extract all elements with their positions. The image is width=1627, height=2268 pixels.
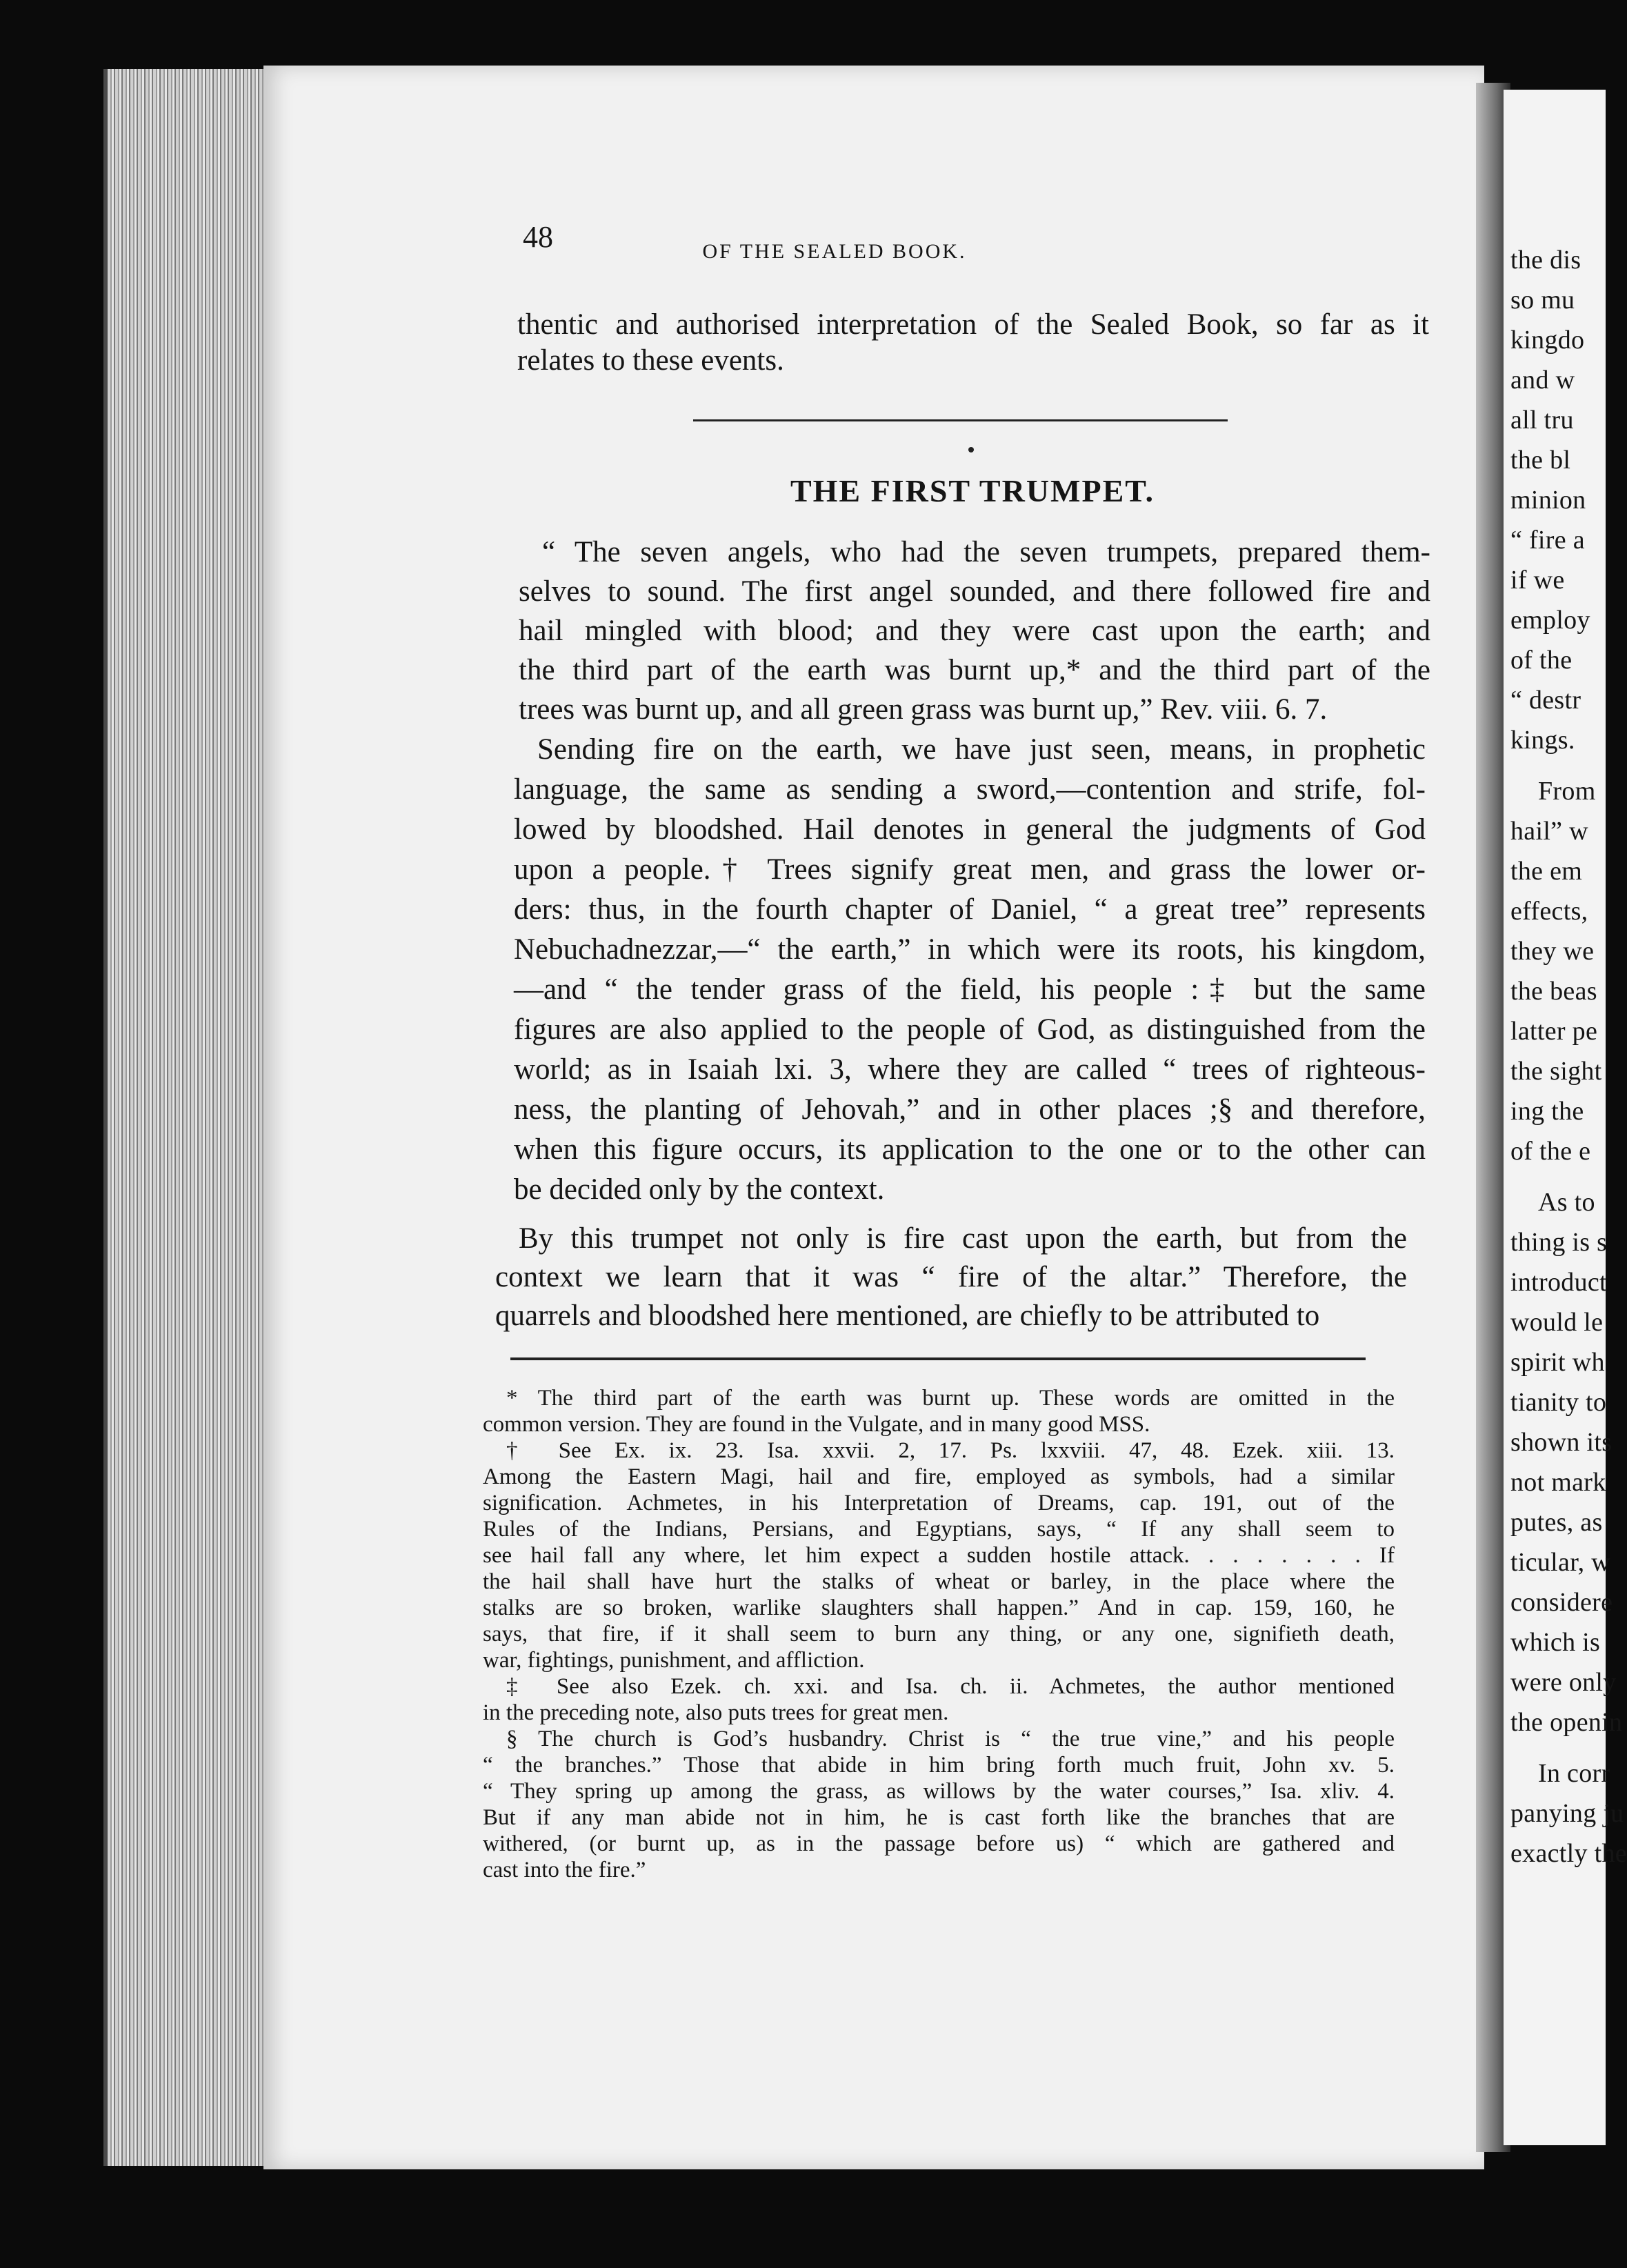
facing-page-line: exactly the [1510,1839,1627,1868]
text-line: upon a people.† Trees signify great men, and grass the lower or- [514,853,1426,886]
facing-page-line: From [1538,777,1596,806]
facing-page-line: of the e [1510,1137,1591,1166]
facing-page-line: the beas [1510,977,1597,1006]
facing-page-line: putes, as [1510,1508,1603,1537]
text-line: hail mingled with blood; and they were cast upon the earth; and [519,615,1430,647]
facing-page-line: “ fire a [1510,526,1585,555]
text-line: selves to sound. The first angel sounded, and there followed fire and [519,575,1430,608]
text-line: lowed by bloodshed. Hail denotes in general the judgments of God [514,813,1426,846]
facing-page-line: all tru [1510,406,1574,435]
facing-page-line: tianity to [1510,1388,1607,1417]
text-line: quarrels and bloodshed here mentioned, are chiefly to be attributed to [495,1300,1320,1332]
footnote-line: cast into the fire.” [483,1858,646,1882]
facing-page-line: the dis [1510,246,1581,275]
facing-page-line: effects, [1510,897,1588,926]
section-divider [693,419,1228,421]
footnote-line: in the preceding note, also puts trees for great men. [483,1700,949,1725]
text-line: be decided only by the context. [514,1173,885,1206]
facing-page-line: not mark [1510,1468,1606,1497]
facing-page-line: latter pe [1510,1017,1598,1046]
footnote-line: the hail shall have hurt the stalks of wheat or barley, in the place where the [483,1569,1395,1594]
text-line: ders: thus, in the fourth chapter of Daniel, “ a great tree” represents [514,893,1426,926]
footnote-line: Rules of the Indians, Persians, and Egyptians, says, “ If any shall seem to [483,1517,1395,1542]
facing-page-line: introduct [1510,1268,1607,1297]
footnote-line: “ They spring up among the grass, as willows by the water courses,” Isa. xliv. 4. [483,1779,1395,1804]
footnote-line: But if any man abide not in him, he is cast forth like the branches that are [483,1805,1395,1830]
facing-page-line: ing the [1510,1097,1584,1126]
footnote-divider [510,1357,1366,1360]
facing-page-line: In corr [1538,1759,1610,1788]
text-line: language, the same as sending a sword,—contention and strife, fol- [514,773,1426,806]
text-line: the third part of the earth was burnt up,* and the third part of the [519,654,1430,686]
text-line: thentic and authorised interpretation of the Sealed Book, so far as it [517,308,1429,341]
text-line: “ The seven angels, who had the seven trumpets, prepared them- [542,536,1430,568]
page-edge [103,69,268,2166]
footnote-line: war, fightings, punishment, and affliction. [483,1648,865,1673]
footnote-line: common version. They are found in the Vulgate, and in many good MSS. [483,1412,1150,1437]
text-line: trees was burnt up, and all green grass was burnt up,” Rev. viii. 6. 7. [519,693,1328,726]
footnote-line: withered, (or burnt up, as in the passage before us) “ which are gathered and [483,1831,1395,1856]
footnote-line: “ the branches.” Those that abide in him bring forth much fruit, John xv. 5. [483,1753,1395,1778]
text-line: —and “ the tender grass of the field, his people :‡ but the same [514,973,1426,1006]
facing-page-line: kings. [1510,726,1575,755]
page-number: 48 [523,220,553,254]
facing-page-line: shown its [1510,1428,1613,1457]
text-line: when this figure occurs, its application to the one or to the other can [514,1133,1426,1166]
facing-page-line: employ [1510,606,1590,635]
facing-page-line: the sight [1510,1057,1602,1086]
facing-page-line: would le [1510,1308,1604,1337]
facing-page-line: and w [1510,366,1575,395]
facing-page-line: minion [1510,486,1586,515]
footnote-line: Among the Eastern Magi, hail and fire, employed as symbols, had a similar [483,1464,1395,1489]
footnote-line: see hail fall any where, let him expect a sudden hostile attack. . . . . . . . If [483,1543,1395,1568]
text-line: By this trumpet not only is fire cast upon the earth, but from the [519,1222,1407,1255]
facing-page-line: As to [1538,1188,1595,1217]
facing-page [1504,90,1627,2145]
facing-page-line: the bl [1510,446,1571,475]
facing-page-line: the openin [1510,1708,1623,1737]
text-line: Nebuchadnezzar,—“ the earth,” in which were its roots, his kingdom, [514,933,1426,966]
facing-page-line: panying ju [1510,1799,1624,1828]
footnote-line: § The church is God’s husbandry. Christ is “ the true vine,” and his people [506,1727,1395,1751]
facing-page-line: which is [1510,1628,1601,1657]
section-heading: THE FIRST TRUMPET. [790,473,1155,508]
running-head: OF THE SEALED BOOK. [702,240,967,263]
divider-dot [968,447,974,452]
facing-page-line: spirit wh [1510,1348,1605,1377]
facing-page-line: the em [1510,857,1583,886]
facing-page-line: “ destr [1510,686,1581,715]
text-line: relates to these events. [517,344,784,377]
footnote-line: signification. Achmetes, in his Interpretation of Dreams, cap. 191, out of the [483,1491,1395,1515]
facing-page-line: considere [1510,1588,1613,1617]
facing-page-line: hail” w [1510,817,1588,846]
facing-page-line: ticular, w [1510,1548,1610,1577]
text-line: context we learn that it was “ fire of the altar.” Therefore, the [495,1261,1407,1293]
text-line: ness, the planting of Jehovah,” and in other places ;§ and therefore, [514,1093,1426,1126]
facing-page-line: kingdo [1510,326,1585,355]
facing-page-line: they we [1510,937,1595,966]
footnote-line: † See Ex. ix. 23. Isa. xxvii. 2, 17. Ps. lxxviii. 47, 48. Ezek. xiii. 13. [506,1438,1395,1463]
footnote-line: stalks are so broken, warlike slaughters shall happen.” And in cap. 159, 160, he [483,1595,1395,1620]
facing-page-line: if we [1510,566,1565,595]
text-line: Sending fire on the earth, we have just seen, means, in prophetic [537,733,1426,766]
footnote-line: ‡ See also Ezek. ch. xxi. and Isa. ch. ii. Achmetes, the author mentioned [506,1674,1395,1699]
facing-page-line: so mu [1510,286,1575,315]
footnote-line: says, that fire, if it shall seem to burn any thing, or any one, signifieth death, [483,1622,1395,1647]
facing-page-line: were only [1510,1668,1617,1697]
facing-page-line: of the [1510,646,1573,675]
footnote-line: * The third part of the earth was burnt up. These words are omitted in the [506,1386,1395,1411]
facing-page-line: thing is s [1510,1228,1608,1257]
text-line: world; as in Isaiah lxi. 3, where they are called “ trees of righteous- [514,1053,1426,1086]
text-line: figures are also applied to the people of God, as distinguished from the [514,1013,1426,1046]
